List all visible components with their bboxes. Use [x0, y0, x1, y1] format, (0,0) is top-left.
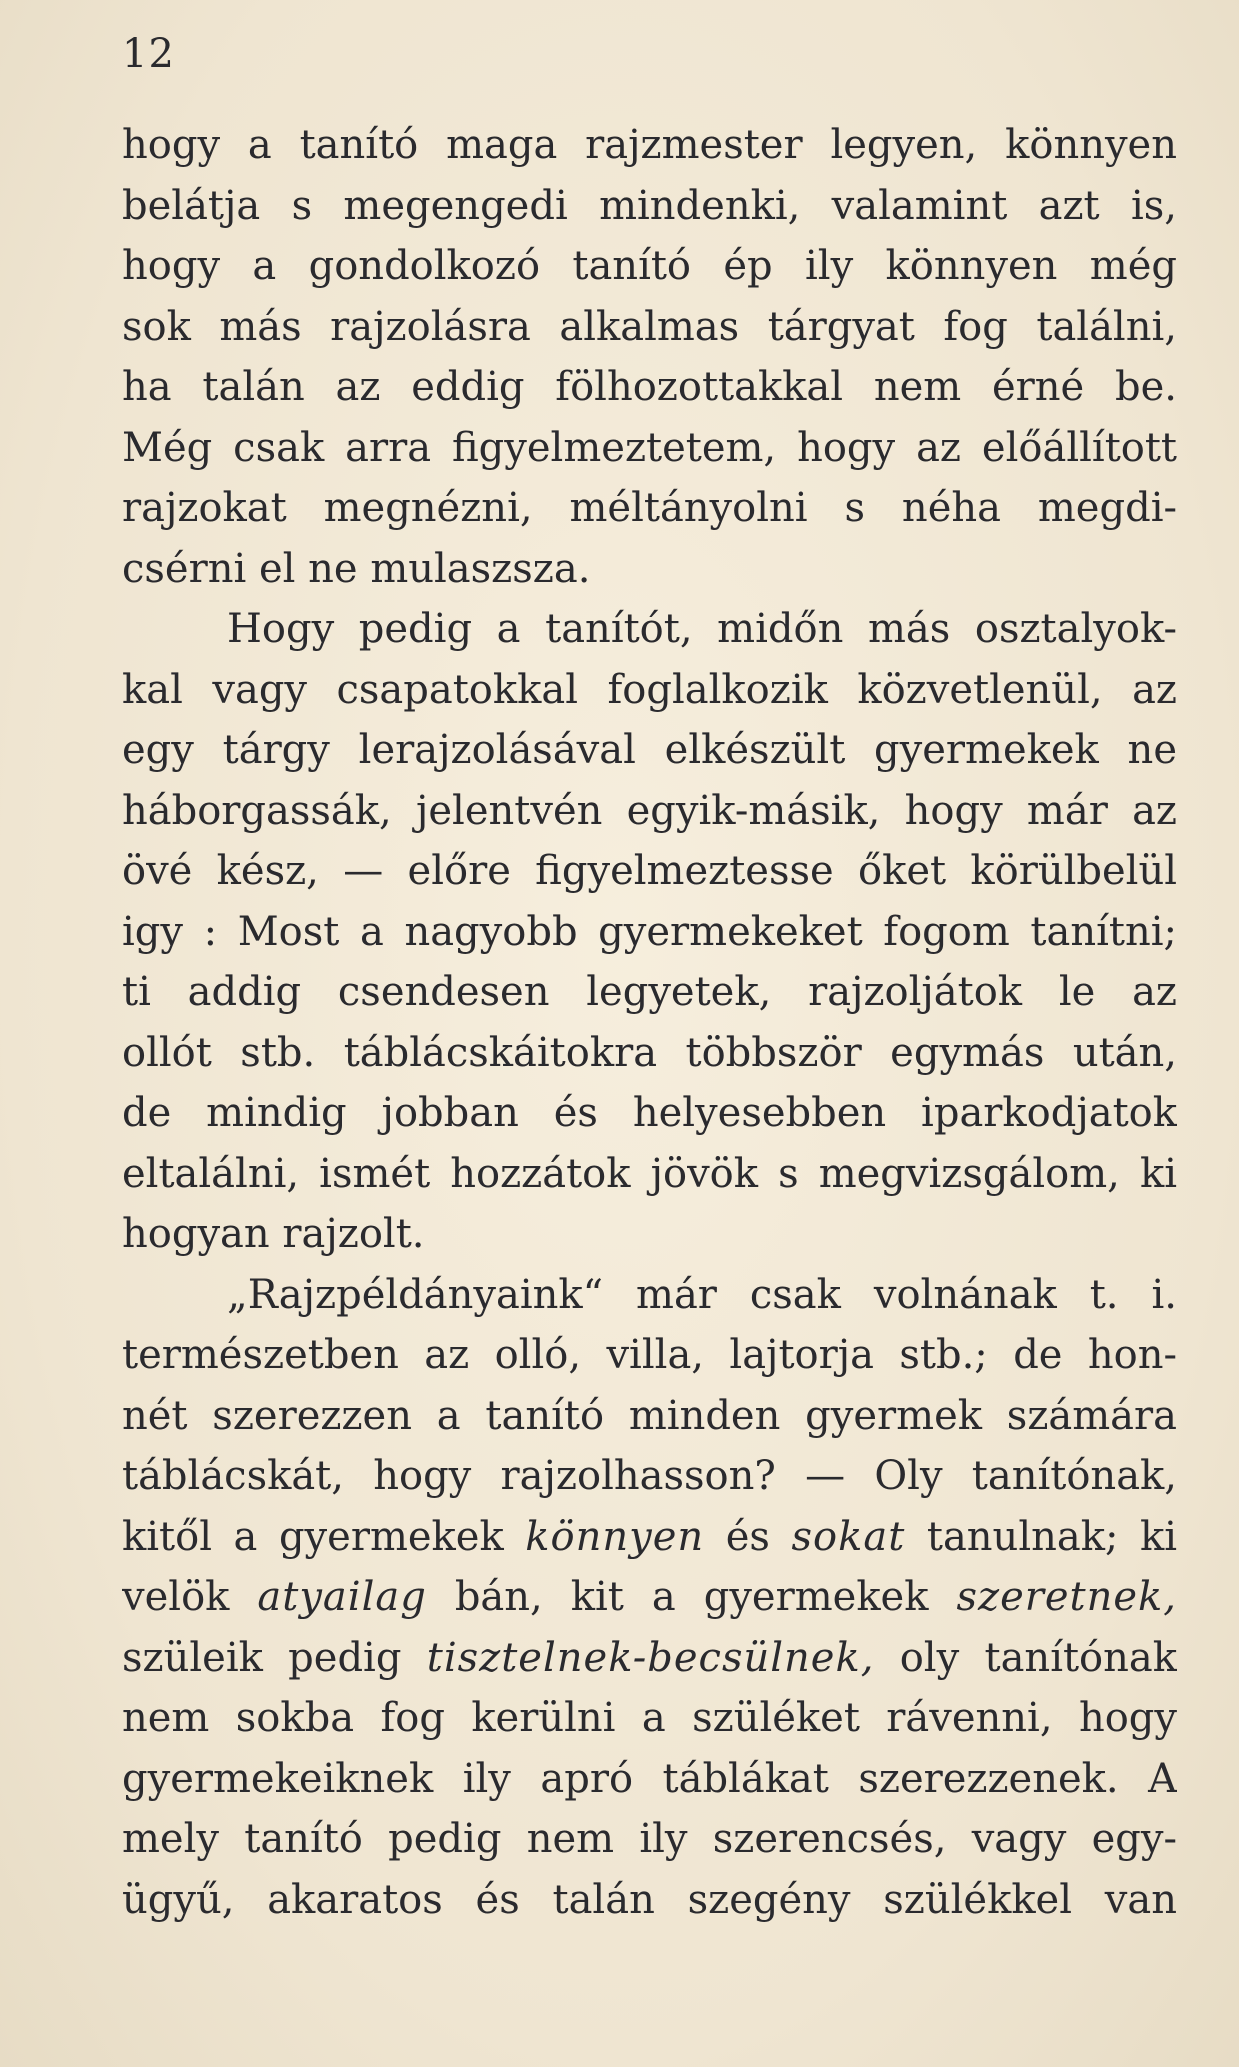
text-line: természetben az olló, villa, lajtorja stb.; de hon- [122, 1332, 1177, 1378]
text-line: belátja s megengedi mindenki, valamint azt is, [122, 182, 1177, 229]
text-line: ügyű, akaratos és talán szegény szülékkel van [122, 1876, 1177, 1923]
text-line: csérni el ne mulaszsza. [122, 545, 591, 592]
emphasis-text: könnyen [525, 1513, 705, 1560]
text-line: Hogy pedig a tanítót, midőn más osztalyok- [227, 606, 1177, 652]
text-segment: oly tanítónak [899, 1634, 1177, 1681]
emphasis-text: tisztelnek-becsülnek, [426, 1634, 875, 1681]
text-line: nét szerezzen a tanító minden gyermek számára [122, 1392, 1177, 1439]
text-line: de mindig jobban és helyesebben iparkodjatok [122, 1090, 1177, 1136]
text-line: hogyan rajzolt. [122, 1211, 425, 1257]
text-line: „Rajzpéldányaink“ már csak volnának t. i. [227, 1271, 1177, 1318]
text-line: övé kész, — előre figyelmeztesse őket körülbelül [122, 848, 1177, 894]
text-line: kal vagy csapatokkal foglalkozik közvetlenül, az [122, 666, 1177, 713]
text-line: ollót stb. táblácskáitokra többször egymás után, [122, 1029, 1177, 1076]
text-line [122, 1507, 1177, 1568]
text-segment: szüleik pedig [122, 1634, 402, 1681]
text-line: eltalálni, ismét hozzátok jövök s megvizsgálom, ki [122, 1150, 1177, 1197]
text-line: nem sokba fog kerülni a szüléket rávenni, hogy [122, 1695, 1177, 1741]
text-line: Még csak arra figyelmeztetem, hogy az előállított [122, 424, 1177, 471]
page-number: 12 [122, 31, 175, 77]
text-line: hogy a tanító maga rajzmester legyen, könnyen [122, 122, 1177, 168]
text-line: egy tárgy lerajzolásával elkészült gyermekek ne [122, 727, 1177, 773]
text-line: táblácskát, hogy rajzolhasson? — Oly tanítónak, [122, 1453, 1177, 1499]
emphasis-text: atyailag [257, 1574, 427, 1620]
text-segment: kitől a gyermekek [122, 1513, 504, 1560]
text-line [122, 1567, 1177, 1628]
text-line: sok más rajzolásra alkalmas tárgyat fog találni, [122, 303, 1177, 350]
text-line: igy : Most a nagyobb gyermekeket fogom tanítni; [122, 908, 1177, 955]
text-line: háborgassák, jelentvén egyik-másik, hogy már az [122, 787, 1177, 834]
emphasis-text: sokat [791, 1513, 906, 1560]
text-segment: velök [122, 1574, 230, 1620]
text-segment: és [725, 1513, 770, 1560]
text-line: hogy a gondolkozó tanító ép ily könnyen még [122, 243, 1177, 289]
text-line: mely tanító pedig nem ily szerencsés, vagy egy- [122, 1816, 1177, 1862]
emphasis-text: szeretnek, [956, 1574, 1177, 1620]
text-line: rajzokat megnézni, méltányolni s néha megdi- [122, 485, 1177, 531]
body-text [122, 115, 1177, 1930]
text-line: ha talán az eddig fölhozottakkal nem érné be. [122, 364, 1177, 410]
text-segment: tanulnak; ki [926, 1513, 1177, 1560]
text-line [122, 1628, 1177, 1689]
text-segment: bán, kit a gyermekek [454, 1574, 929, 1620]
text-line: ti addig csendesen legyetek, rajzoljátok le az [122, 969, 1177, 1015]
text-line: gyermekeiknek ily apró táblákat szerezzenek. A [122, 1755, 1177, 1802]
